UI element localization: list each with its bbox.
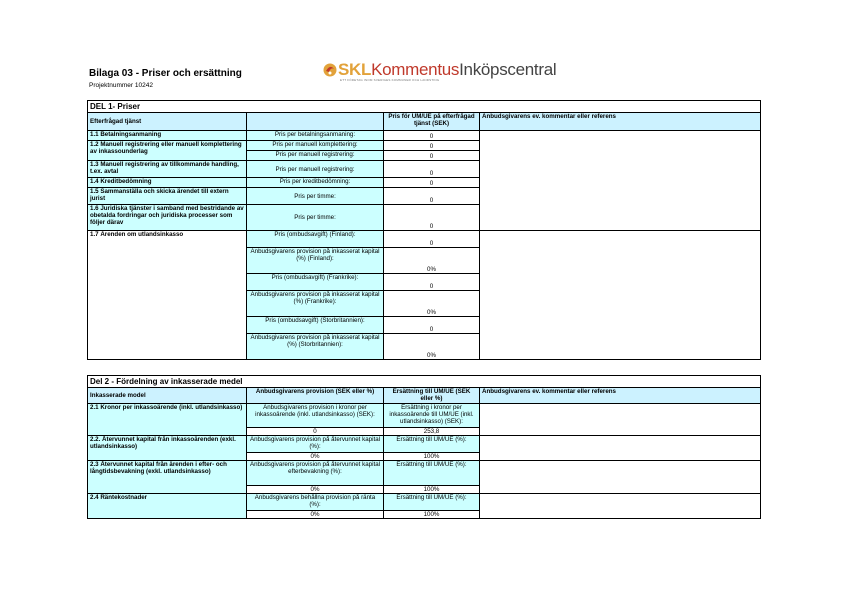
logo-skl: SKL: [338, 60, 372, 79]
compensation-label: Ersättning i kronor per inkassoärende till UM/UE (inkl. utlandsinkasso) (SEK):: [384, 404, 480, 428]
price-input[interactable]: 0%: [384, 291, 480, 317]
model-2-2: 2.2. Återvunnet kapital från inkassoärenden (exkl. utlandsinkasso): [88, 436, 247, 461]
price-label: Pris (ombudsavgift) (Frankrike):: [247, 274, 384, 291]
logo-swirl-icon: [323, 63, 337, 77]
provision-input[interactable]: 0%: [247, 486, 384, 494]
price-label: Anbudsgivarens provision på inkasserat kapital (%) (Finland):: [247, 248, 384, 274]
col-header-comment: Anbudsgivarens ev. kommentar eller referens: [480, 113, 761, 131]
logo-kommentus: Kommentus: [371, 60, 460, 79]
price-label: Anbudsgivarens provision på inkasserat kapital (%) (Storbritannien):: [247, 334, 384, 360]
price-input[interactable]: 0: [384, 178, 480, 188]
price-input[interactable]: 0: [384, 131, 480, 141]
col-header-provision: Anbudsgivarens provision (SEK eller %): [247, 388, 384, 404]
comment-cell[interactable]: [480, 404, 761, 436]
price-label: Pris per manuell registrering:: [247, 161, 384, 178]
compensation-input[interactable]: 253,8: [384, 428, 480, 436]
price-input[interactable]: 0: [384, 151, 480, 161]
price-label: Pris per betalningsanmaning:: [247, 131, 384, 141]
compensation-input[interactable]: 100%: [384, 486, 480, 494]
price-label: Pris per timme:: [247, 205, 384, 231]
comment-cell[interactable]: [480, 131, 761, 231]
price-label: Pris per manuell registrering:: [247, 151, 384, 161]
provision-input[interactable]: 0%: [247, 511, 384, 519]
col-header-compensation: Ersättning till UM/UE (SEK eller %): [384, 388, 480, 404]
price-input[interactable]: 0%: [384, 334, 480, 360]
provision-label: Anbudsgivarens provision i kronor per inkassoärende (inkl. utlandsinkasso) (SEK):: [247, 404, 384, 428]
comment-cell[interactable]: [480, 231, 761, 360]
service-1-4: 1.4 Kreditbedömning: [88, 178, 247, 188]
col-header-service: Efterfrågad tjänst: [88, 113, 247, 131]
compensation-label: Ersättning till UM/UE (%):: [384, 494, 480, 511]
price-input[interactable]: 0: [384, 317, 480, 334]
section-title-part2: Del 2 - Fördelning av inkasserade medel: [88, 376, 761, 388]
price-input[interactable]: 0: [384, 231, 480, 248]
comment-cell[interactable]: [480, 494, 761, 519]
section-title-part1: DEL 1- Priser: [88, 101, 761, 113]
provision-label: Anbudsgivarens behållna provision på ränta (%):: [247, 494, 384, 511]
logo-tagline: ETT FÖRETAG INOM SVERIGES KOMMUNER OCH LANDSTING: [340, 78, 440, 82]
col-header-price: Pris för UM/UE på efterfrågad tjänst (SEK): [384, 113, 480, 131]
distribution-table: [87, 375, 761, 519]
compensation-input[interactable]: 100%: [384, 453, 480, 461]
comment-cell[interactable]: [480, 436, 761, 461]
compensation-label: Ersättning till UM/UE (%):: [384, 461, 480, 486]
model-2-1: 2.1 Kronor per inkassoärende (inkl. utlandsinkasso): [88, 404, 247, 436]
compensation-label: Ersättning till UM/UE (%):: [384, 436, 480, 453]
model-2-4: 2.4 Räntekostnader: [88, 494, 247, 519]
skl-kommentus-logo: [323, 61, 583, 83]
provision-label: Anbudsgivarens provision på återvunnet kapital efterbevakning (%):: [247, 461, 384, 486]
compensation-input[interactable]: 100%: [384, 511, 480, 519]
service-1-5: 1.5 Sammanställa och skicka ärendet till extern jurist: [88, 188, 247, 205]
price-label: Pris per manuell komplettering:: [247, 141, 384, 151]
col-header-model: Inkasserade model: [88, 388, 247, 404]
project-number: Projektnummer 10242: [89, 82, 153, 89]
price-label: Pris (ombudsavgift) (Finland):: [247, 231, 384, 248]
model-2-3: 2.3 Återvunnet kapital från ärenden i efter- och långtidsbevakning (exkl. utlandsinkasso): [88, 461, 247, 494]
price-label: Pris per timme:: [247, 188, 384, 205]
price-label: Anbudsgivarens provision på inkasserat kapital (%) (Frankrike):: [247, 291, 384, 317]
service-1-2: 1.2 Manuell registrering eller manuell komplettering av inkassounderlag: [88, 141, 247, 161]
price-input[interactable]: 0%: [384, 248, 480, 274]
price-input[interactable]: 0: [384, 274, 480, 291]
price-input[interactable]: 0: [384, 161, 480, 178]
service-1-1: 1.1 Betalningsanmaning: [88, 131, 247, 141]
provision-input[interactable]: 0%: [247, 453, 384, 461]
service-1-3: 1.3 Manuell registrering av tillkommande handling, t.ex. avtal: [88, 161, 247, 178]
price-input[interactable]: 0: [384, 205, 480, 231]
service-1-6: 1.6 Juridiska tjänster i samband med bestridande av obetalda fordringar och juridiska processer som följer därav: [88, 205, 247, 231]
provision-label: Anbudsgivarens provision på återvunnet kapital (%):: [247, 436, 384, 453]
price-label: Pris per kreditbedömning:: [247, 178, 384, 188]
price-input[interactable]: 0: [384, 141, 480, 151]
service-1-7: 1.7 Ärenden om utlandsinkasso: [88, 231, 247, 360]
price-input[interactable]: 0: [384, 188, 480, 205]
comment-cell[interactable]: [480, 461, 761, 494]
col-header-comment: Anbudsgivarens ev. kommentar eller referens: [480, 388, 761, 404]
logo-inkopscentral: Inköpscentral: [459, 60, 557, 79]
provision-input[interactable]: 0: [247, 428, 384, 436]
price-label: Pris (ombudsavgift) (Storbritannien):: [247, 317, 384, 334]
page-title: Bilaga 03 - Priser och ersättning: [89, 68, 242, 79]
prices-table: [87, 100, 761, 360]
